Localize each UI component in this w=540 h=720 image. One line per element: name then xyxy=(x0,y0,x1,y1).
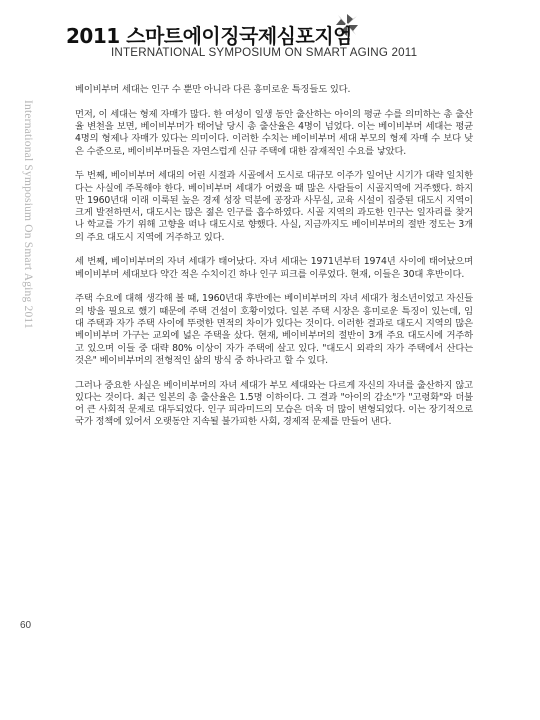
header-title-english: INTERNATIONAL SYMPOSIUM ON SMART AGING 2011 xyxy=(111,46,418,59)
paragraph: 베이비부머 세대는 인구 수 뿐만 아니라 다른 흥미로운 특징들도 있다. xyxy=(75,84,351,95)
paragraph: 주택 수요에 대해 생각해 볼 때, 1960년대 후반에는 베이비부머의 자녀 세대가 청소년이었고 자신들의 방을 필요로 했기 때문에 주택 건설이 호황이었다. 일본 주택 시장은 흥미로운 특징이 있는데, 임대 주택과 자가 주택 사이에 뚜렷한 면적의 차이가 있다는 것이다. 이러한 결과로 대도시 지역의 많은 베이비부머 가구는 교외에 넓은 주택을 샀다. 현재, 베이비부머의 절반이 3개 주요 대도시에 거주하고 있으며 이들 중 대략 80% 이상이 자가 주택에 살고 있다. "대도시 외곽의 자가 주택에서 산다는 것은" 베이비부머의 전형적인 삶의 방식 중 하나라고 할 수 있다. xyxy=(75,293,473,366)
page-header xyxy=(0,0,540,70)
sidebar-vertical-title: International Symposium On Smart Aging 2011 xyxy=(22,100,34,329)
header-title-korean: 2011 스마트에이징국제심포지엄 xyxy=(66,24,352,48)
paragraph: 먼저, 이 세대는 형제 자매가 많다. 한 여성이 일생 동안 출산하는 아이의 평균 수를 의미하는 총 출산율 변천을 보면, 베이비부머가 태어날 당시 총 출산율은 4명이 넘었다. 이는 베이비부머 세대는 평균 4명의 형제나 자매가 있다는 의미이다. 이러한 수치는 베이비부머 세대 부모의 형제 자매 수 보다 낮은 수준으로, 베이비부머들은 자연스럽게 신규 주택에 대한 잠재적인 수요를 낳았다. xyxy=(75,108,473,157)
paragraph: 두 번째, 베이비부머 세대의 어린 시절과 시골에서 도시로 대규모 이주가 일어난 시기가 대략 일치한다는 사실에 주목해야 한다. 베이비부머 세대가 어렸을 때 많은 사람들이 시골지역에 거주했다. 하지만 1960년대 이래 이룩된 높은 경제 성장 덕분에 공장과 사무실, 교육 시설이 집중된 대도시 지역이 크게 발전하면서, 대도시는 많은 젊은 인구를 흡수하였다. 시골 지역의 과도한 인구는 일자리를 찾거나 학교를 가기 위해 고향을 떠나 대도시로 향했다. 사실, 지금까지도 베이비부머의 절반 정도는 3개의 주요 대도시 지역에 거주하고 있다. xyxy=(75,170,473,243)
body-text xyxy=(75,84,473,441)
paragraph: 그러나 중요한 사실은 베이비부머의 자녀 세대가 부모 세대와는 다르게 자신의 자녀를 출산하지 않고 있다는 것이다. 최근 일본의 총 출산율은 1.5명 이하이다. 그 결과 "아이의 감소"가 "고령화"와 더불어 큰 사회적 문제로 대두되었다. 인구 피라미드의 모습은 더욱 더 많이 변형되었다. 이는 장기적으로 국가 정책에 있어서 오랫동안 지속될 불가피한 사회, 경제적 문제를 만들어 낸다. xyxy=(75,379,473,428)
paragraph: 세 번째, 베이비부머의 자녀 세대가 태어났다. 자녀 세대는 1971년부터 1974년 사이에 태어났으며 베이비부머 세대보다 약간 적은 수치이긴 하나 인구 피크를 이루었다. 현재, 이들은 30대 후반이다. xyxy=(75,256,473,280)
page-number: 60 xyxy=(20,620,32,631)
